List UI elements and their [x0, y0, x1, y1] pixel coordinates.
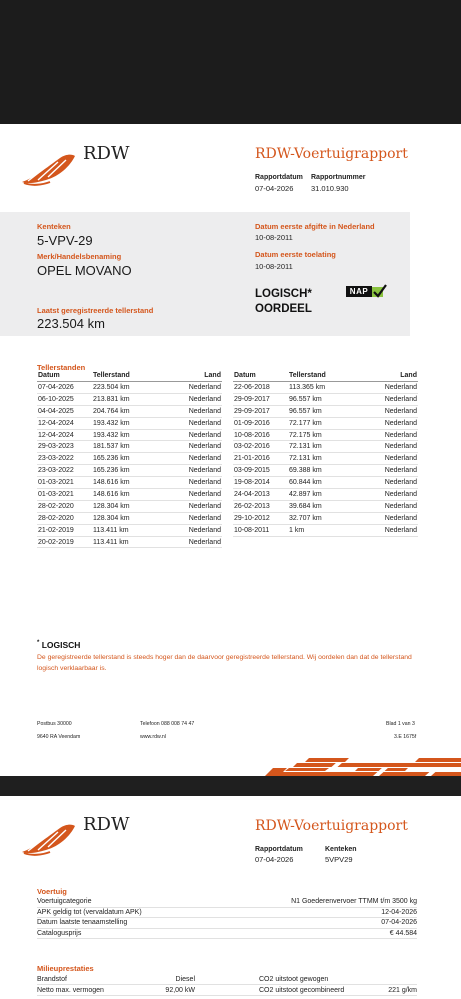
oordeel-line-1: LOGISCH* — [255, 288, 312, 300]
report-title: RDW-Voertuigrapport — [255, 146, 408, 162]
col-header-km: Tellerstand — [289, 372, 326, 379]
odometer-land: Nederland — [188, 526, 221, 534]
odometer-date: 10-08-2016 — [234, 431, 270, 439]
odometer-km: 204.764 km — [93, 407, 130, 415]
col-header-km: Tellerstand — [93, 372, 130, 379]
milieu-value: 92,00 kW — [165, 986, 195, 994]
footer-phone: Telefoon 088 008 74 47 — [140, 721, 195, 727]
voertuig-label: APK geldig tot (vervaldatum APK) — [37, 908, 142, 916]
odometer-row — [37, 501, 222, 513]
odometer-row — [37, 477, 222, 489]
kenteken-label: Kenteken — [37, 222, 71, 231]
odometer-km: 113.411 km — [93, 526, 129, 534]
odometer-land: Nederland — [188, 407, 221, 415]
odometer-land: Nederland — [188, 431, 221, 439]
decorative-stripes-icon — [265, 758, 461, 778]
odometer-header-right — [233, 372, 418, 382]
milieu-value: Diesel — [175, 975, 195, 983]
odometer-km: 96.557 km — [289, 395, 322, 403]
odometer-row — [233, 525, 418, 537]
odometer-land: Nederland — [384, 383, 417, 391]
footnote-title-text: LOGISCH — [41, 640, 81, 650]
oordeel-line-2: OORDEEL — [255, 303, 312, 315]
voertuig-value: 07-04-2026 — [381, 919, 417, 927]
odometer-date: 20-02-2019 — [38, 538, 74, 546]
report-date-value: 07-04-2026 — [255, 184, 294, 193]
odometer-row — [37, 394, 222, 406]
footer-address-2: 9640 RA Veendam — [37, 734, 81, 740]
odometer-land: Nederland — [188, 383, 221, 391]
odometer-km: 39.684 km — [289, 502, 322, 510]
odometer-date: 29-09-2017 — [234, 395, 270, 403]
col-header-land: Land — [400, 372, 417, 379]
brand-name: RDW — [83, 814, 130, 835]
odometer-date: 29-10-2012 — [234, 514, 270, 522]
report-title: RDW-Voertuigrapport — [255, 818, 408, 834]
milieu-value-2: 221 g/km — [388, 986, 417, 994]
odometer-row — [37, 513, 222, 525]
odometer-row — [233, 465, 418, 477]
voertuig-value: € 44.584 — [389, 929, 417, 937]
odometer-table-right — [233, 372, 418, 537]
odometer-km: 60.844 km — [289, 479, 322, 487]
odometer-date: 12-04-2024 — [38, 431, 74, 439]
voertuig-label: Catalogusprijs — [37, 929, 82, 937]
odometer-land: Nederland — [384, 479, 417, 487]
merk-label: Merk/Handelsbenaming — [37, 252, 122, 261]
odometer-row — [233, 382, 418, 394]
odometer-date: 21-01-2016 — [234, 455, 270, 463]
col-header-date: Datum — [38, 372, 60, 379]
odometer-row — [37, 382, 222, 394]
odometer-km: 42.897 km — [289, 490, 322, 498]
odometer-land: Nederland — [188, 490, 221, 498]
odometer-date: 28-02-2020 — [38, 514, 74, 522]
odometer-km: 113.365 km — [289, 383, 326, 391]
odometer-row — [233, 430, 418, 442]
odometer-km: 72.175 km — [289, 431, 322, 439]
odometer-km: 165.236 km — [93, 467, 130, 475]
milieu-label-2: CO2 uitstoot gecombineerd — [259, 986, 345, 994]
report-number-label: Rapportnummer — [311, 174, 366, 181]
odometer-km: 69.388 km — [289, 467, 322, 475]
odometer-land: Nederland — [384, 431, 417, 439]
odometer-land: Nederland — [188, 443, 221, 451]
odometer-land: Nederland — [188, 419, 221, 427]
milieu-row — [37, 985, 417, 996]
odometer-km: 223.504 km — [93, 383, 130, 391]
odometer-km: 181.537 km — [93, 443, 130, 451]
odometer-date: 10-08-2011 — [234, 526, 270, 534]
odometer-row — [37, 465, 222, 477]
odometer-km: 128.304 km — [93, 502, 130, 510]
odometer-km: 193.432 km — [93, 431, 130, 439]
voertuig-value: 12-04-2026 — [381, 908, 417, 916]
merk-value: OPEL MOVANO — [37, 263, 132, 278]
voertuig-value: N1 Goederenvervoer TTMM t/m 3500 kg — [291, 898, 417, 906]
odometer-land: Nederland — [188, 479, 221, 487]
odometer-row — [233, 418, 418, 430]
milieu-label-2: CO2 uitstoot gewogen — [259, 975, 329, 983]
odometer-land: Nederland — [384, 455, 417, 463]
milieu-label: Brandstof — [37, 975, 67, 983]
odometer-km: 1 km — [289, 526, 305, 534]
footer-code: 3.E 1675f — [394, 734, 417, 740]
odometer-row — [37, 525, 222, 537]
odometer-land: Nederland — [384, 467, 417, 475]
odometer-date: 21-02-2019 — [38, 526, 74, 534]
odometer-km: 148.616 km — [93, 479, 130, 487]
odometer-km: 213.831 km — [93, 395, 130, 403]
odometer-km: 72.131 km — [289, 443, 322, 451]
footer-address-1: Postbus 30000 — [37, 721, 72, 727]
report-page-2 — [0, 796, 461, 999]
odometer-row — [233, 501, 418, 513]
milieu-table — [37, 974, 417, 996]
afgifte-value: 10-08-2011 — [255, 233, 293, 242]
odometer-date: 01-03-2021 — [38, 490, 74, 498]
report-date-value: 07-04-2026 — [255, 855, 294, 864]
rdw-leaf-logo-icon — [20, 822, 78, 862]
odometer-land: Nederland — [384, 514, 417, 522]
odometer-row — [233, 513, 418, 525]
voertuig-row — [37, 918, 417, 929]
odometer-date: 24-04-2013 — [234, 490, 270, 498]
voertuig-row — [37, 897, 417, 908]
report-date-label: Rapportdatum — [255, 846, 303, 853]
odometer-row — [233, 489, 418, 501]
odometer-date: 19-08-2014 — [234, 479, 270, 487]
odometer-km: 72.131 km — [289, 455, 322, 463]
footnote-text: De geregistreerde tellerstand is steeds hoger dan de daarvoor geregistreerde tellerstand. Wij oordelen dan dat de tellerstand logisch verklaarbaar is. — [37, 654, 412, 672]
footer-web-link[interactable]: www.rdw.nl — [140, 734, 166, 740]
odometer-row — [233, 441, 418, 453]
odometer-land: Nederland — [188, 514, 221, 522]
odometer-land: Nederland — [384, 395, 417, 403]
odometer-date: 22-06-2018 — [234, 383, 270, 391]
odometer-date: 03-02-2016 — [234, 443, 270, 451]
odometer-date: 01-09-2016 — [234, 419, 270, 427]
col-header-date: Datum — [234, 372, 256, 379]
odometer-row — [37, 441, 222, 453]
footnote-mark: * — [37, 640, 40, 647]
odometer-land: Nederland — [188, 538, 221, 546]
voertuig-row — [37, 929, 417, 940]
odometer-row — [233, 406, 418, 418]
milieu-row — [37, 974, 417, 985]
kenteken-value: 5-VPV-29 — [37, 233, 93, 248]
odometer-row — [37, 537, 222, 549]
odometer-date: 04-04-2025 — [38, 407, 74, 415]
odometer-row — [37, 406, 222, 418]
rdw-leaf-logo-icon — [20, 152, 78, 192]
odometer-land: Nederland — [384, 502, 417, 510]
top-dark-band — [0, 0, 461, 124]
odometer-date: 26-02-2013 — [234, 502, 270, 510]
odometer-date: 12-04-2024 — [38, 419, 74, 427]
odometer-land: Nederland — [188, 455, 221, 463]
odometer-date: 23-03-2022 — [38, 455, 74, 463]
toelating-label: Datum eerste toelating — [255, 250, 336, 259]
col-header-land: Land — [204, 372, 221, 379]
odometer-land: Nederland — [384, 407, 417, 415]
oordeel-heading — [255, 287, 312, 317]
odometer-date: 28-02-2020 — [38, 502, 74, 510]
odometer-date: 29-03-2023 — [38, 443, 74, 451]
odometer-km: 96.557 km — [289, 407, 322, 415]
odometer-date: 07-04-2026 — [38, 383, 74, 391]
odometer-land: Nederland — [384, 490, 417, 498]
voertuig-table — [37, 897, 417, 939]
kenteken-value: 5VPV29 — [325, 855, 353, 864]
odometer-land: Nederland — [188, 502, 221, 510]
odometer-land: Nederland — [188, 467, 221, 475]
voertuig-row — [37, 908, 417, 919]
odometer-row — [233, 453, 418, 465]
milieu-label: Netto max. vermogen — [37, 986, 104, 994]
odometer-km: 72.177 km — [289, 419, 322, 427]
voertuig-label: Datum laatste tenaamstelling — [37, 919, 128, 927]
toelating-value: 10-08-2011 — [255, 262, 293, 271]
stand-value: 223.504 km — [37, 316, 105, 331]
footer-page-number: Blad 1 van 3 — [386, 721, 415, 727]
stand-label: Laatst geregistreerde tellerstand — [37, 306, 154, 315]
odometer-header-left — [37, 372, 222, 382]
odometer-row — [233, 394, 418, 406]
odometer-row — [37, 489, 222, 501]
odometer-km: 148.616 km — [93, 490, 130, 498]
odometer-land: Nederland — [188, 395, 221, 403]
page-separator-band — [0, 776, 461, 796]
odometer-land: Nederland — [384, 443, 417, 451]
odometer-row — [37, 453, 222, 465]
odometer-date: 23-03-2022 — [38, 467, 74, 475]
nap-check-icon — [371, 283, 387, 299]
odometer-table-left — [37, 372, 222, 548]
odometer-km: 193.432 km — [93, 419, 130, 427]
afgifte-label: Datum eerste afgifte in Nederland — [255, 222, 375, 231]
report-page-1 — [0, 124, 461, 776]
odometer-row — [37, 430, 222, 442]
nap-badge-text: NAP — [346, 286, 372, 297]
odometer-row — [233, 477, 418, 489]
voertuig-section-title: Voertuig — [37, 887, 67, 896]
odometer-date: 06-10-2025 — [38, 395, 74, 403]
odometer-km: 128.304 km — [93, 514, 130, 522]
odometer-row — [37, 418, 222, 430]
report-number-value: 31.010.930 — [311, 184, 349, 193]
odometer-km: 32.707 km — [289, 514, 322, 522]
odometer-km: 113.411 km — [93, 538, 129, 546]
report-date-label: Rapportdatum — [255, 174, 303, 181]
odometer-date: 03-09-2015 — [234, 467, 270, 475]
voertuig-label: Voertuigcategorie — [37, 898, 92, 906]
odometer-land: Nederland — [384, 419, 417, 427]
brand-name: RDW — [83, 143, 130, 164]
milieu-section-title: Milieuprestaties — [37, 964, 94, 973]
odometer-land: Nederland — [384, 526, 417, 534]
nap-badge — [346, 286, 386, 299]
odometer-date: 29-09-2017 — [234, 407, 270, 415]
footnote-title — [37, 640, 80, 650]
kenteken-label: Kenteken — [325, 846, 357, 853]
odometer-section-title: Tellerstanden — [37, 363, 86, 372]
odometer-km: 165.236 km — [93, 455, 130, 463]
odometer-date: 01-03-2021 — [38, 479, 74, 487]
